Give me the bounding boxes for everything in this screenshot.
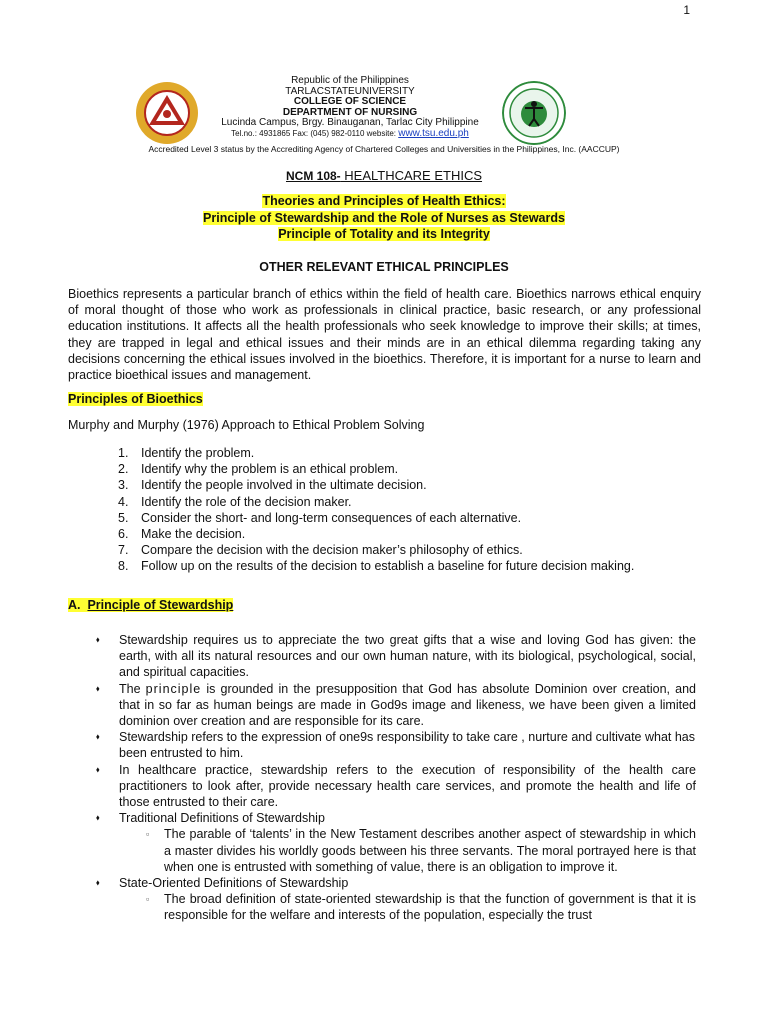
step-number: 2.	[118, 462, 129, 477]
steps-list	[118, 445, 634, 575]
topic-1: Theories and Principles of Health Ethics:	[262, 194, 506, 208]
sub-bullet-icon: ▫	[146, 894, 150, 905]
topic-2: Principle of Stewardship and the Role of Nurses as Stewards	[203, 210, 565, 225]
step-text: Make the decision.	[141, 527, 246, 542]
step-text: Identify the role of the decision maker.	[141, 494, 352, 509]
list-item	[118, 558, 634, 574]
stewardship-heading-highlight	[68, 598, 233, 612]
accreditation-line: Accredited Level 3 status by the Accrediting Agency of Chartered Colleges and Universities in the Philippines, Inc. (AACCUP)	[148, 144, 620, 154]
bullet-icon: ⬧	[96, 878, 100, 888]
list-item	[118, 445, 634, 461]
letterhead-text	[200, 76, 500, 139]
list-item	[118, 477, 634, 493]
sub-list-item	[96, 891, 696, 923]
step-number: 1.	[118, 446, 129, 460]
bullet-icon: ⬧	[96, 683, 100, 693]
contact-text: Tel.no.: 4931865 Fax: (045) 982-0110 website:	[231, 128, 399, 138]
bullet-icon: ⬧	[96, 732, 100, 742]
principles-heading	[68, 392, 203, 406]
department-name: DEPARTMENT OF NURSING	[282, 106, 418, 118]
list-item	[118, 494, 634, 510]
bullet-text: Traditional Definitions of Stewardship	[119, 811, 325, 826]
university-name: TARLACSTATEUNIVERSITY	[285, 85, 415, 97]
bullet-text-start: The	[119, 681, 146, 696]
list-item	[118, 542, 634, 558]
step-text: Identify why the problem is an ethical problem.	[141, 462, 399, 477]
principles-heading-text: Principles of Bioethics	[68, 392, 203, 406]
list-item	[96, 729, 696, 761]
campus-address: Lucinda Campus, Brgy. Binauganan, Tarlac City Philippine	[221, 117, 479, 128]
college-of-science-seal-icon	[502, 81, 566, 145]
step-text: Identify the problem.	[141, 446, 255, 460]
tarlac-state-university-seal-icon	[135, 81, 199, 145]
bullet-icon: ⬧	[96, 764, 100, 774]
bullet-text-emphasis: principle	[145, 681, 202, 696]
topic-3: Principle of Totality and its Integrity	[278, 227, 490, 241]
step-number: 4.	[118, 494, 129, 509]
bullet-text: Stewardship requires us to appreciate the two great gifts that a wise and loving God has given: the earth, with all its natural resources and our own human nature, with its biological, psychological, social, and spiritual capacities.	[119, 633, 696, 680]
stewardship-heading-text: Principle of Stewardship	[87, 598, 234, 612]
website-link[interactable]: www.tsu.edu.ph	[398, 127, 469, 139]
step-number: 8.	[118, 559, 129, 574]
bullet-text: In healthcare practice, stewardship refers to the execution of responsibility of the health care practitioners to look after, provide necessary health care services, and promote the health and life of those entrusted to their care.	[119, 762, 696, 810]
step-number: 5.	[118, 510, 129, 525]
list-item	[96, 875, 696, 891]
step-text: Follow up on the results of the decision to establish a baseline for future decision making.	[141, 559, 635, 574]
course-code: NCM 108-	[285, 169, 341, 183]
sub-bullet-text: The broad definition of state-oriented stewardship is that the function of government is that it is responsible for the welfare and interests of the population, especially the trust	[164, 892, 696, 923]
bullet-text: Stewardship refers to the expression of one9s responsibility to take care , nurture and cultivate what has been entrusted to him.	[119, 730, 696, 761]
list-item	[96, 681, 696, 730]
page-number: 1	[683, 3, 690, 17]
bullet-icon: ⬧	[96, 635, 100, 644]
republic-line: Republic of the Philippines	[291, 75, 409, 86]
list-item	[118, 526, 634, 542]
stewardship-heading	[68, 598, 233, 612]
bullet-text: State-Oriented Definitions of Stewardship	[119, 876, 349, 891]
list-item	[96, 632, 696, 681]
college-name: COLLEGE OF SCIENCE	[293, 96, 407, 107]
murphy-approach-line: Murphy and Murphy (1976) Approach to Ethical Problem Solving	[68, 418, 425, 432]
sub-bullet-text: The parable of ‘talents’ in the New Testament describes another aspect of stewardship in which a master divides his worldly goods between his three servants. The moral portrayed here is that when one is entrusted with something of value, there is an obligation to improve it.	[164, 827, 696, 874]
list-item	[118, 461, 634, 477]
bullet-text-end: is grounded in the presupposition that God has absolute Dominion over creation, and that in so far as human beings are made in God9s image and likeness, we have been given a limited dominion over creation and are responsible for its care.	[119, 681, 696, 729]
topics-block	[0, 193, 768, 243]
step-text: Identify the people involved in the ultimate decision.	[141, 478, 427, 493]
step-number: 3.	[118, 478, 129, 493]
stewardship-bullets	[96, 632, 696, 924]
sub-bullet-icon: ▫	[146, 829, 150, 840]
intro-paragraph: Bioethics represents a particular branch of ethics within the field of health care. Bioethics narrows ethical enquiry of moral thought of those who work as professionals in clinical practice, basic research, or any professional education institutions. It affects all the health professionals who seek knowledge to improve their skills; at times, they are trapped in legal and ethical issues and their minds are in an ethical dilemma regarding taking any decisions concerning the ethical issues involved in the bioethics. Therefore, it is important for a nurse to learn and practice bioethical issues and management.	[68, 287, 701, 383]
list-item	[118, 510, 634, 526]
course-heading	[0, 168, 768, 183]
list-item	[96, 762, 696, 811]
step-number: 6.	[118, 527, 129, 542]
step-text: Compare the decision with the decision maker’s philosophy of ethics.	[141, 543, 523, 558]
sub-list-item	[96, 826, 696, 875]
step-number: 7.	[118, 543, 129, 558]
step-text: Consider the short- and long-term consequences of each alternative.	[141, 510, 522, 525]
contact-line	[200, 129, 500, 140]
course-title: HEALTHCARE ETHICS	[340, 168, 483, 183]
section-title: OTHER RELEVANT ETHICAL PRINCIPLES	[259, 260, 509, 274]
list-item	[96, 810, 696, 826]
stewardship-letter: A.	[68, 598, 81, 612]
bullet-icon: ⬧	[96, 813, 100, 823]
